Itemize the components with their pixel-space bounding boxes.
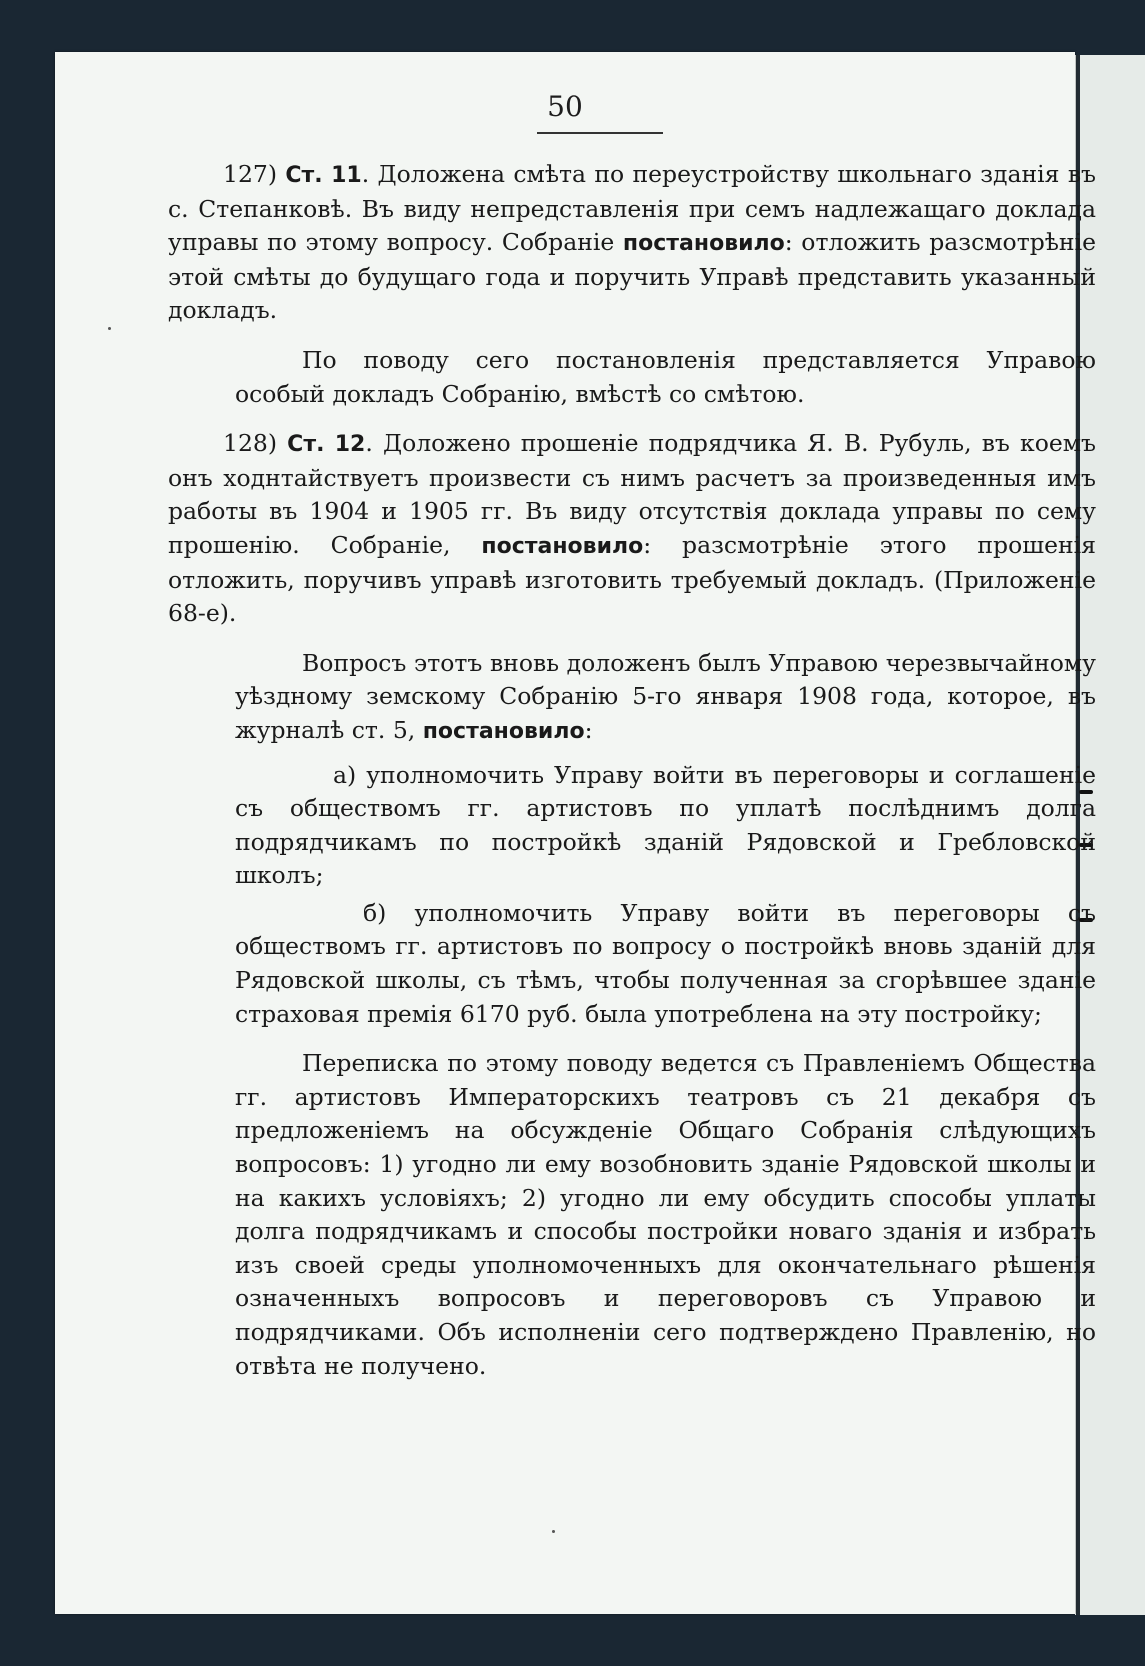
scan-speck — [108, 327, 111, 330]
note-128 — [168, 647, 1096, 749]
decree-word: постановило — [481, 533, 644, 559]
body-text — [168, 158, 1096, 1383]
page-number-rule — [537, 132, 663, 134]
paragraph-text: Вопросъ этотъ вновь доложенъ былъ Управою черезвычайному уѣздному земскому Собранію 5-го января 1908 года, которое, въ журналѣ ст. 5, — [235, 648, 1096, 744]
page-number: 50 — [547, 90, 583, 123]
correspondence-paragraph: Переписка по этому поводу ведется съ Правленіемъ Общества гг. артистовъ Императорскихъ театровъ съ 21 декабря съ предложеніемъ на обсужденіе Общаго Собранія слѣдующихъ вопросовъ: 1) угодно ли ему возобновить зданіе Рядовской школы и на какихъ условіяхъ; 2) угодно ли ему обсудить способы уплаты долга подрядчикамъ и способы постройки новаго зданія и избрать изъ своей среды уполномоченныхъ для окончательнаго рѣшенія означенныхъ вопросовъ и переговоровъ съ Управою и подрядчиками. Объ исполненіи сего подтверждено Правленію, но отвѣта не получено. — [235, 1049, 1096, 1380]
note-127: По поводу сего постановленія представляется Управою особый докладъ Собранію, вмѣстѣ со смѣтою. — [235, 345, 1096, 408]
scan-speck — [552, 1530, 555, 1533]
article-ref: Ст. 11 — [285, 163, 362, 188]
decree-word: постановило — [622, 231, 785, 257]
item-b: б) уполномочить Управу войти въ переговоры съ обществомъ гг. артистовъ по вопросу о постройкѣ вновь зданій для Рядовской школы, съ тѣмъ, чтобы полученная за сгорѣвшее зданіе страховая премія 6170 руб. была употреблена на эту постройку; — [235, 898, 1096, 1028]
paragraph-text: . Доложено прошеніе подрядчика Я. В. Рубуль, въ коемъ онъ ходнтайствуетъ произвести съ нимъ расчетъ за произведенныя имъ работы въ 1904 и 1905 гг. Въ виду отсутствія доклада управы по сему прошенію. Собраніе, — [168, 429, 1096, 559]
paragraph-text: . Доложена смѣта по переустройству школьнаго зданія въ с. Степанковѣ. Въ виду непредставленія при семъ надлежащаго доклада управы по этому вопросу. Собраніе — [168, 160, 1097, 257]
document-page — [55, 52, 1097, 1614]
decree-word: постановило — [422, 718, 585, 744]
paragraph-127 — [168, 158, 1096, 328]
paragraph-text: : — [584, 715, 593, 744]
paragraph-128 — [168, 427, 1096, 631]
item-a: а) уполномочить Управу войти въ переговоры и соглашеніе съ обществомъ гг. артистовъ по уплатѣ послѣднимъ долга подрядчикамъ по постройкѣ зданій Рядовской и Гребловской школъ; — [235, 760, 1096, 890]
paragraph-text: : отложить разсмотрѣніе этой смѣты до будущаго года и поручить Управѣ представить указанный докладъ. — [168, 228, 1096, 325]
item-number: 127) — [223, 160, 278, 188]
article-ref: Ст. 12 — [287, 432, 366, 458]
paragraph-text: : разсмотрѣніе этого прошенія отложить, поручивъ управѣ изготовить требуемый докладъ. (Приложеніе 68-е). — [168, 530, 1096, 628]
item-number: 128) — [223, 429, 278, 458]
